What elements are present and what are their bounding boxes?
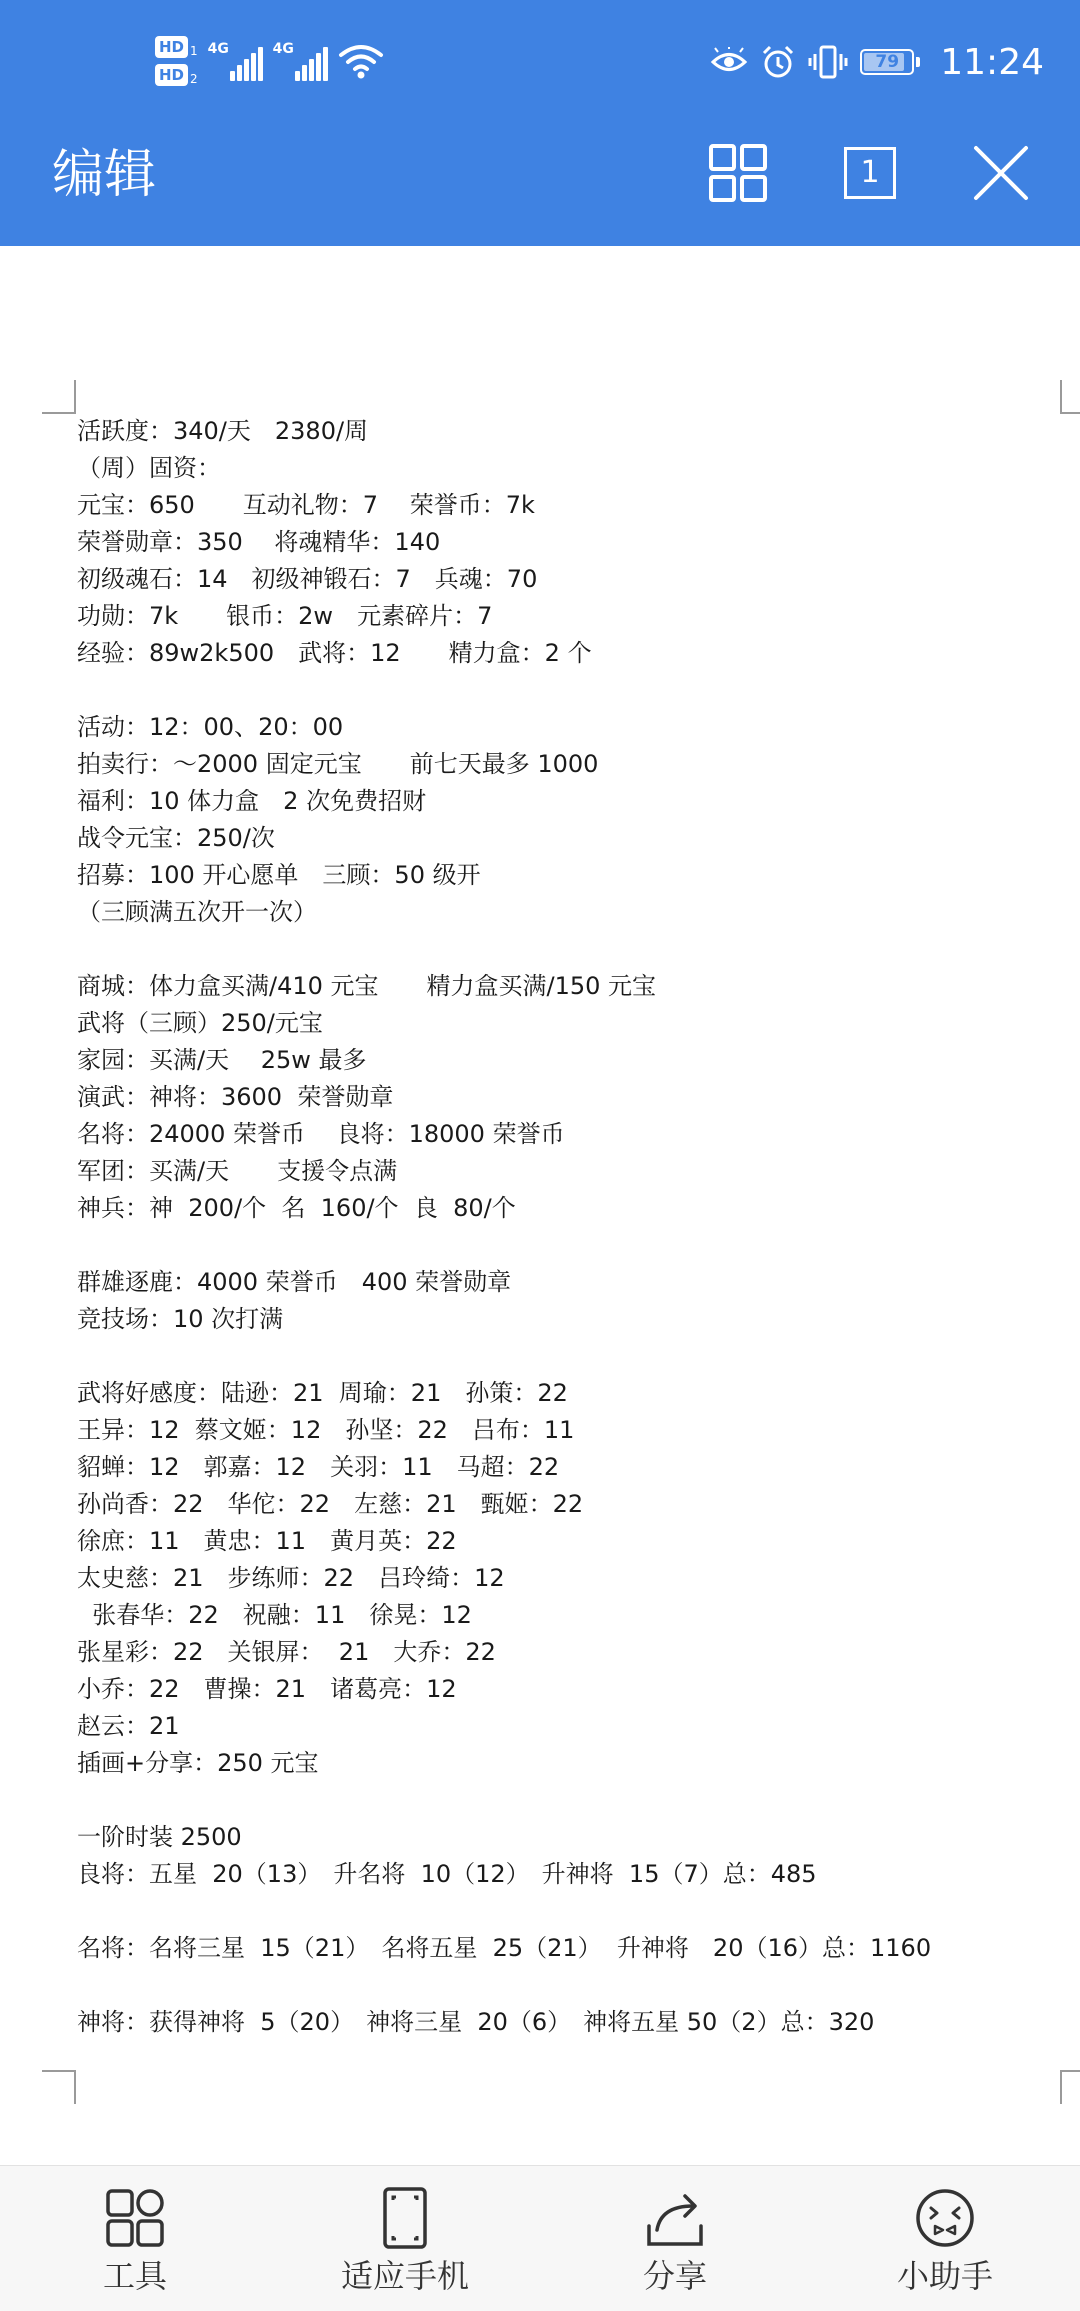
page-count: 1 [844,147,896,199]
document-line: 活动：12：00、20：00 [77,713,344,741]
page-corner-top-right [1060,380,1080,414]
hd1-sub: 1 [190,44,198,58]
battery-icon [860,49,914,75]
status-bar [0,0,1080,120]
share-label: 分享 [642,2257,707,2295]
grid-icon [708,143,768,203]
hd1-label: HD [155,36,188,58]
document-line: 良将：五星 20（13） 升名将 10（12） 升神将 15（7）总：485 [77,1860,817,1888]
fit-phone-button[interactable] [270,2166,540,2311]
page-corner-bottom-right [1060,2070,1080,2104]
hd2-badge [155,64,198,86]
document-area[interactable] [0,246,1080,2166]
document-line: 貂蝉：12 郭嘉：12 关羽：11 马超：22 [77,1453,560,1481]
assistant-icon [913,2186,977,2250]
document-line: 初级魂石：14 初级神锻石：7 兵魂：70 [77,565,538,593]
document-line: 小乔：22 曹操：21 诸葛亮：12 [77,1675,457,1703]
document-line: （三顾满五次开一次） [77,898,317,926]
document-line [77,1967,1037,2004]
document-line: 元宝：650 互动礼物：7 荣誉币：7k [77,491,535,519]
hd2-label: HD [155,64,188,86]
alarm-icon [760,44,796,80]
assistant-button[interactable] [810,2166,1080,2311]
document-line: 经验：89w2k500 武将：12 精力盒：2 个 [77,639,592,667]
tools-label: 工具 [102,2257,167,2295]
document-line: 赵云：21 [77,1712,180,1740]
page-title: 编辑 [52,145,157,205]
hd2-sub: 2 [190,72,198,86]
document-line: 荣誉勋章：350 将魂精华：140 [77,528,441,556]
document-line: 神兵：神 200/个 名 160/个 良 80/个 [77,1194,516,1222]
document-line: 孙尚香：22 华佗：22 左慈：21 甄姬：22 [77,1490,584,1518]
page-corner-bottom-left [42,2070,76,2104]
document-line: 拍卖行：～2000 固定元宝 前七天最多 1000 [77,750,599,778]
document-line: 活跃度：340/天 2380/周 [77,417,369,445]
document-line: 武将（三顾）250/元宝 [77,1009,323,1037]
document-line: 名将：24000 荣誉币 良将：18000 荣誉币 [77,1120,565,1148]
document-line: 张星彩：22 关银屏： 21 大乔：22 [77,1638,496,1666]
document-line: 神将：获得神将 5（20） 神将三星 20（6） 神将五星 50（2）总：320 [77,2008,875,2036]
share-icon [643,2186,707,2250]
page-count-button[interactable] [835,138,905,208]
hd1-badge [155,36,198,58]
hd-indicators [155,36,198,86]
document-line: 徐庶：11 黄忠：11 黄月英：22 [77,1527,457,1555]
tools-button[interactable] [0,2166,270,2311]
document-line [77,1338,1037,1375]
document-line: 王异：12 蔡文姬：12 孙坚：22 吕布：11 [77,1416,575,1444]
signal-1-network: 4G [207,41,229,57]
document-line: 太史慈：21 步练师：22 吕玲绮：12 [77,1564,505,1592]
bottom-toolbar [0,2165,1080,2311]
document-line [77,1227,1037,1264]
document-text [77,413,1037,2041]
document-line: 竞技场：10 次打满 [77,1305,284,1333]
app-header [0,0,1080,246]
share-button[interactable] [540,2166,810,2311]
tools-icon [103,2186,167,2250]
document-line: 群雄逐鹿：4000 荣誉币 400 荣誉勋章 [77,1268,512,1296]
close-button[interactable] [966,138,1036,208]
vibrate-icon [808,44,848,80]
close-icon [973,145,1029,201]
document-line: 功勋：7k 银币：2w 元素碎片：7 [77,602,493,630]
document-line: 演武：神将：3600 荣誉勋章 [77,1083,394,1111]
document-line: 战令元宝：250/次 [77,824,275,852]
document-line: （周）固资： [77,454,221,482]
status-bar-right [710,36,1044,88]
document-line: 商城：体力盒买满/410 元宝 精力盒买满/150 元宝 [77,972,657,1000]
status-bar-left [155,26,384,96]
document-line: 招募：100 开心愿单 三顾：50 级开 [77,861,481,889]
status-time: 11:24 [940,41,1044,83]
document-line [77,672,1037,709]
battery-tip [916,57,920,67]
fit-phone-label: 适应手机 [340,2257,469,2295]
document-line [77,1782,1037,1819]
document-line: 张春华：22 祝融：11 徐晃：12 [77,1601,472,1629]
signal-1-icon [208,41,263,81]
eye-comfort-icon [710,47,748,77]
document-line: 武将好感度：陆逊：21 周瑜：21 孙策：22 [77,1379,568,1407]
document-line: 名将：名将三星 15（21） 名将五星 25（21） 升神将 20（16）总：1160 [77,1934,932,1962]
document-line [77,1893,1037,1930]
document-line: 插画+分享：250 元宝 [77,1749,319,1777]
document-line: 家园：买满/天 25w 最多 [77,1046,367,1074]
grid-view-button[interactable] [703,138,773,208]
battery-level: 79 [875,52,900,72]
document-line [77,931,1037,968]
document-line: 一阶时装 2500 [77,1823,242,1851]
assistant-label: 小助手 [896,2257,993,2295]
page-corner-top-left [42,380,76,414]
wifi-icon [338,41,384,81]
document-line: 福利：10 体力盒 2 次免费招财 [77,787,427,815]
fit-phone-icon [373,2186,437,2250]
signal-2-network: 4G [272,41,294,57]
signal-2-icon [273,41,328,81]
document-line: 军团：买满/天 支援令点满 [77,1157,398,1185]
